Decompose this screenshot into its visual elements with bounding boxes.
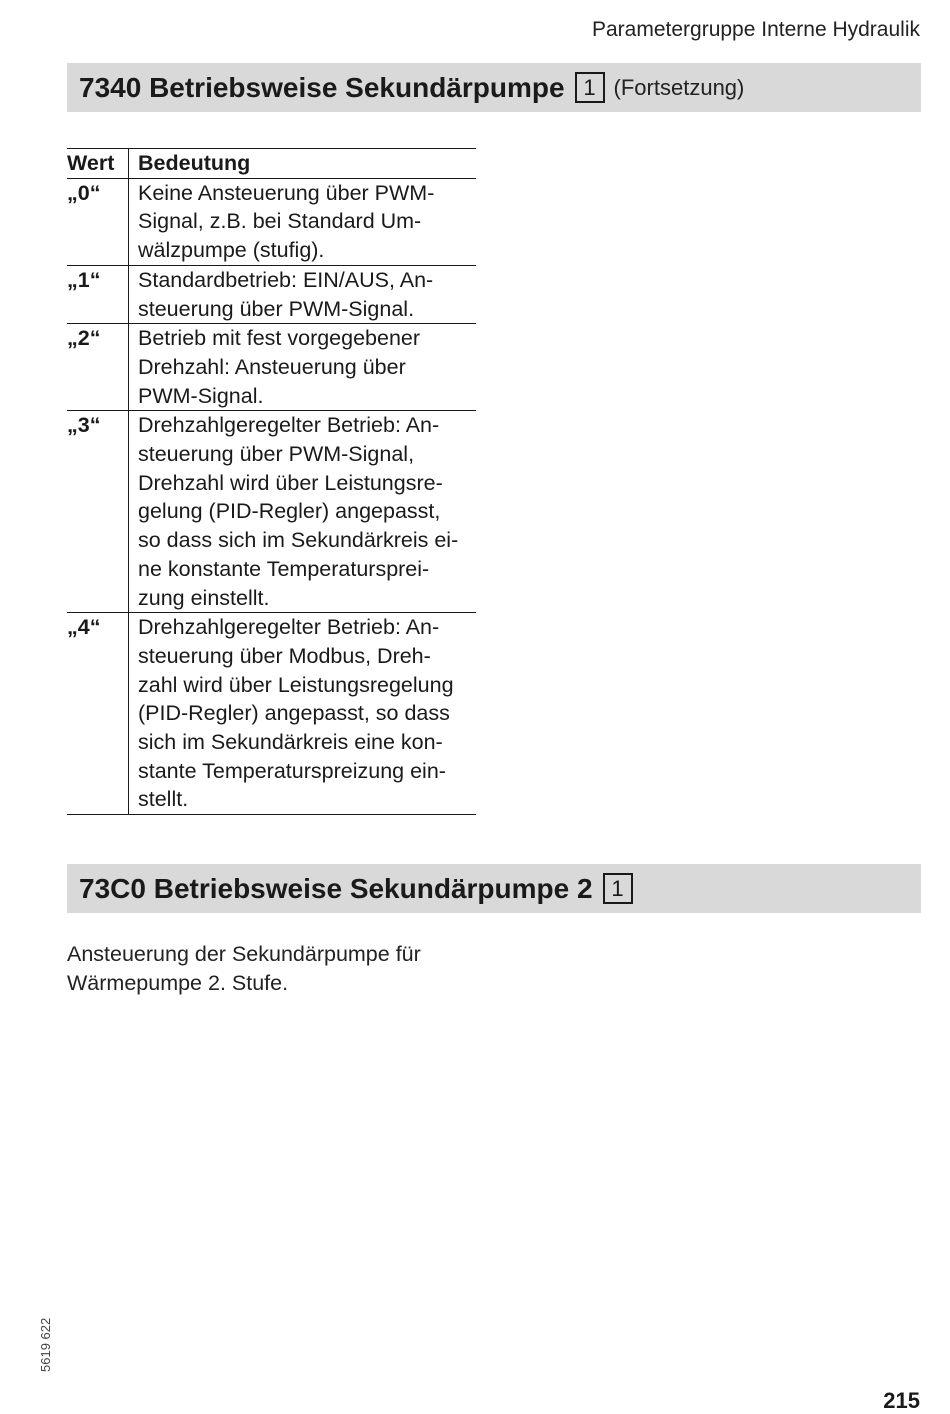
meaning-line: zahl wird über Leistungsregelung xyxy=(138,672,454,697)
meaning-line: stante Temperaturspreizung ein- xyxy=(138,758,446,783)
meaning-line: Drehzahlgeregelter Betrieb: An- xyxy=(138,413,440,438)
running-header: Parametergruppe Interne Hydraulik xyxy=(591,18,920,41)
meaning-line: Keine Ansteuerung über PWM- xyxy=(138,180,435,205)
section-heading-73c0 xyxy=(67,864,921,913)
meaning-cell xyxy=(129,613,477,815)
meaning-line: stellt. xyxy=(138,787,189,812)
table-row xyxy=(67,324,476,411)
document-code: 5619 622 xyxy=(38,1317,53,1372)
value-cell: „0“ xyxy=(67,178,129,265)
meaning-line: PWM-Signal. xyxy=(138,383,264,408)
meaning-line: Standardbetrieb: EIN/AUS, An- xyxy=(138,267,434,292)
table-row xyxy=(67,613,476,815)
meaning-cell xyxy=(129,411,477,613)
meaning-line: Drehzahl: Ansteuerung über xyxy=(138,354,406,379)
table-row xyxy=(67,178,476,265)
column-header-meaning: Bedeutung xyxy=(129,149,477,179)
section-title: 7340 Betriebsweise Sekundärpumpe xyxy=(79,71,565,103)
continuation-note: (Fortsetzung) xyxy=(613,74,745,100)
meaning-line: wälzpumpe (stufig). xyxy=(138,238,325,263)
column-header-value: Wert xyxy=(67,149,129,179)
meaning-line: ne konstante Temperatursprei- xyxy=(138,556,430,581)
meaning-cell xyxy=(129,178,477,265)
meaning-line: steuerung über Modbus, Dreh- xyxy=(138,643,431,668)
meaning-cell xyxy=(129,265,477,323)
table-row xyxy=(67,265,476,323)
meaning-line: Drehzahl wird über Leistungsre- xyxy=(138,470,443,495)
value-cell: „3“ xyxy=(67,411,129,613)
value-meaning-table xyxy=(67,148,476,815)
meaning-line: gelung (PID-Regler) angepasst, xyxy=(138,499,441,524)
meaning-line: Signal, z.B. bei Standard Um- xyxy=(138,209,422,234)
description-line: Wärmepumpe 2. Stufe. xyxy=(67,970,289,995)
meaning-line: so dass sich im Sekundärkreis ei- xyxy=(138,528,459,553)
meaning-line: Betrieb mit fest vorgegebener xyxy=(138,326,421,351)
meaning-line: steuerung über PWM-Signal. xyxy=(138,296,415,321)
section-heading-7340 xyxy=(67,63,921,112)
value-cell: „2“ xyxy=(67,324,129,411)
meaning-line: zung einstellt. xyxy=(138,585,270,610)
table-header-row xyxy=(67,149,476,179)
description-line: Ansteuerung der Sekundärpumpe für xyxy=(67,942,421,966)
table-row xyxy=(67,411,476,613)
boxed-number-badge: 1 xyxy=(575,72,605,103)
meaning-line: sich im Sekundärkreis eine kon- xyxy=(138,730,443,755)
value-cell: „4“ xyxy=(67,613,129,815)
meaning-line: Drehzahlgeregelter Betrieb: An- xyxy=(138,615,440,640)
section-description xyxy=(67,940,487,997)
section-title: 73C0 Betriebsweise Sekundärpumpe 2 xyxy=(79,872,593,904)
meaning-cell xyxy=(129,324,477,411)
meaning-line: steuerung über PWM-Signal, xyxy=(138,442,415,467)
boxed-number-badge: 1 xyxy=(603,873,633,904)
page-number: 215 xyxy=(883,1388,920,1413)
value-cell: „1“ xyxy=(67,265,129,323)
meaning-line: (PID-Regler) angepasst, so dass xyxy=(138,701,450,726)
